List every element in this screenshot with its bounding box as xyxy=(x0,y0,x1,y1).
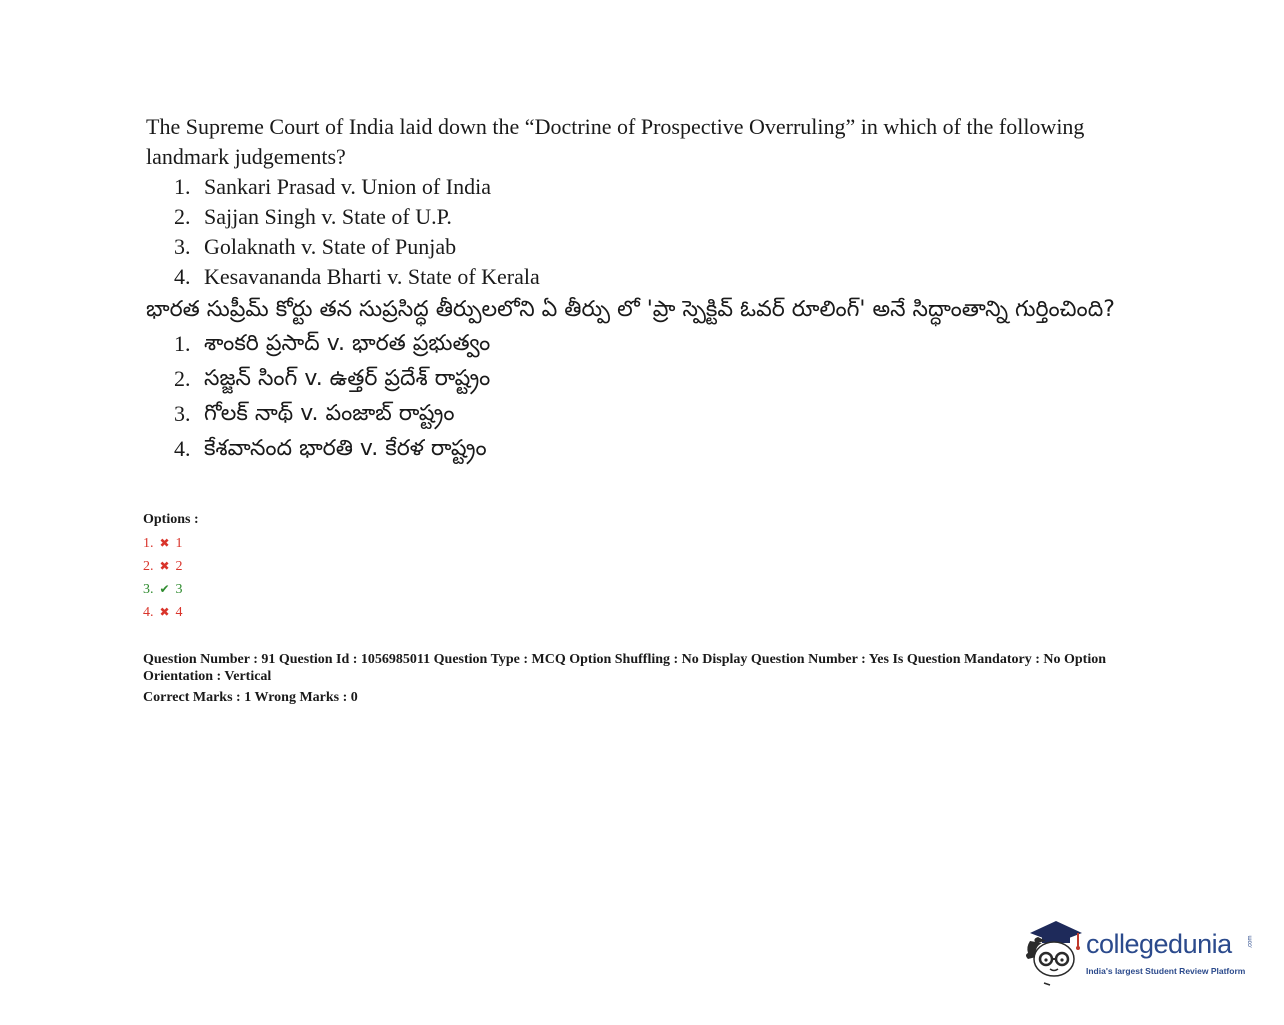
option-number: 3. xyxy=(174,401,191,426)
option-number: 3. xyxy=(174,234,191,259)
question-text-english: The Supreme Court of India laid down the “Doctrine of Prospective Overruling” in which of the following landmark judgements? xyxy=(146,114,1085,169)
marks-details: Correct Marks : 1 Wrong Marks : 0 xyxy=(143,690,358,705)
option-number: 1. xyxy=(174,331,191,356)
option-number: 4. xyxy=(174,436,191,461)
answer-value: 2 xyxy=(175,559,183,574)
english-option xyxy=(146,232,1136,262)
answer-option-1 xyxy=(143,532,199,555)
answer-number: 1. xyxy=(143,536,154,551)
graduate-mascot-icon xyxy=(1022,917,1084,987)
question-details: Question Number : 91 Question Id : 1056985011 Question Type : MCQ Option Shuffling : No Display Question Number : Yes Is Question Mandatory : No Option Orientation : Vertical xyxy=(143,652,1106,684)
check-icon: ✔ xyxy=(159,582,170,596)
brand-tagline: India's largest Student Review Platform xyxy=(1086,966,1246,976)
answer-option-3 xyxy=(143,578,199,601)
option-text: గోలక్ నాథ్ v. పంజాబ్ రాష్ట్రం xyxy=(204,401,455,426)
english-option xyxy=(146,202,1136,232)
question-metadata xyxy=(143,651,1163,706)
english-option xyxy=(146,262,1136,292)
option-number: 4. xyxy=(174,264,191,289)
telugu-option xyxy=(146,361,1136,396)
option-number: 2. xyxy=(174,204,191,229)
option-text: Sajjan Singh v. State of U.P. xyxy=(204,204,452,229)
cross-icon: ✖ xyxy=(159,536,170,550)
cross-icon: ✖ xyxy=(159,559,170,573)
english-option-list xyxy=(146,172,1136,292)
answer-value: 4 xyxy=(175,605,183,620)
option-text: Golaknath v. State of Punjab xyxy=(204,234,457,259)
telugu-option-list xyxy=(146,326,1136,466)
answer-value: 1 xyxy=(175,536,183,551)
answer-number: 2. xyxy=(143,559,154,574)
option-text: కేశవానంద భారతి v. కేరళ రాష్ట్రం xyxy=(204,436,487,461)
answer-option-4 xyxy=(143,601,199,624)
question-text-telugu: భారత సుప్రీమ్ కోర్టు తన సుప్రసిద్ధ తీర్పులలోని ఏ తీర్పు లో 'ప్రా స్పెక్టివ్ ఓవర్ రూలింగ్' అనే సిద్ధాంతాన్ని గుర్తించింది? xyxy=(146,297,1115,322)
option-text: Kesavananda Bharti v. State of Kerala xyxy=(204,264,540,289)
option-text: Sankari Prasad v. Union of India xyxy=(204,174,491,199)
option-number: 2. xyxy=(174,366,191,391)
english-option xyxy=(146,172,1136,202)
question-block xyxy=(146,112,1136,466)
answer-options xyxy=(143,510,199,624)
brand-domain: .com xyxy=(1247,935,1254,949)
collegedunia-logo xyxy=(1022,917,1262,987)
option-text: సజ్జన్ సింగ్ v. ఉత్తర్ ప్రదేశ్ రాష్ట్రం xyxy=(204,366,491,391)
brand-name: collegedunia xyxy=(1086,929,1232,959)
options-label: Options : xyxy=(143,512,199,527)
telugu-option xyxy=(146,431,1136,466)
option-text: శాంకరి ప్రసాద్ v. భారత ప్రభుత్వం xyxy=(204,331,491,356)
telugu-option xyxy=(146,326,1136,361)
answer-number: 4. xyxy=(143,605,154,620)
answer-value: 3 xyxy=(175,582,183,597)
answer-number: 3. xyxy=(143,582,154,597)
telugu-option xyxy=(146,396,1136,431)
cross-icon: ✖ xyxy=(159,605,170,619)
answer-option-2 xyxy=(143,555,199,578)
option-number: 1. xyxy=(174,174,191,199)
